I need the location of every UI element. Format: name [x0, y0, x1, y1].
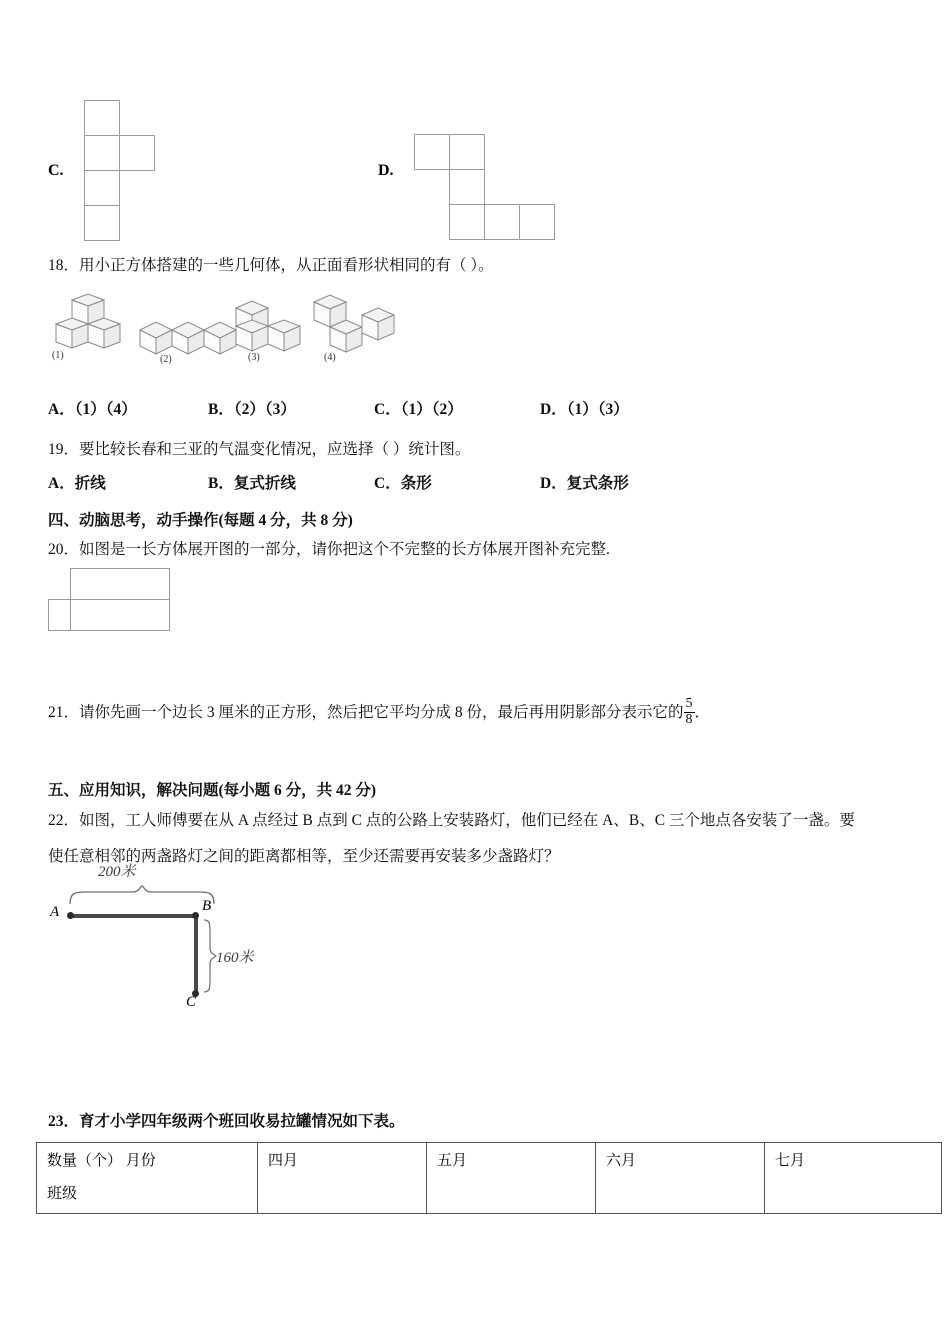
q23-line: [48, 1110, 405, 1135]
cube-figure-4-caption: (4): [324, 352, 336, 363]
q18-option-b-label: B．: [208, 401, 234, 418]
q18-option-b-text: （2）（3）: [233, 401, 296, 418]
q19-option-c-text: 条形: [400, 475, 432, 492]
net-cell: [519, 204, 555, 240]
q18-option-d-text: （1）（3）: [566, 401, 629, 418]
q22-number: 22．: [48, 812, 80, 829]
q22-stem-line1: 如图，工人师傅要在从 A 点经过 B 点到 C 点的公路上安装路灯，他们已经在 A、B、C 三个地点各安装了一盏。要: [79, 812, 855, 829]
q19-option-b-text: 复式折线: [233, 475, 296, 492]
q19-option-c-label: C．: [374, 475, 401, 492]
q18-option-a-text: （1）（4）: [74, 401, 137, 418]
cube-figure-1: [46, 292, 142, 362]
q23-number: 23．: [48, 1113, 80, 1130]
q19-option-b-label: B．: [208, 475, 234, 492]
fraction-numerator: 5: [685, 696, 693, 711]
q18-line: [48, 254, 494, 279]
q21-stem-part2: ．: [694, 703, 711, 721]
q22-line1: [48, 809, 855, 834]
q19-option-a: [48, 472, 106, 497]
option-d-net-figure: [414, 134, 564, 244]
point-a-label: A: [50, 904, 60, 920]
net-cell: [449, 134, 485, 170]
point-b-label: B: [202, 898, 212, 914]
q20-stem: 如图是一长方体展开图的一部分，请你把这个不完整的长方体展开图补充完整.: [79, 541, 610, 558]
cube-figure-3-svg: [222, 296, 318, 366]
net-cell: [70, 599, 170, 631]
label-200-meters: 200米: [98, 864, 136, 880]
q20-line: [48, 538, 610, 563]
q18-stem: 用小正方体搭建的一些几何体，从正面看形状相同的有（ ）。: [79, 257, 494, 274]
net-cell: [70, 568, 170, 600]
q19-option-b: [208, 472, 296, 497]
cube-figure-4-svg: [306, 290, 402, 366]
q18-option-c: [374, 398, 463, 423]
net-cell: [449, 169, 485, 205]
table-header-month-3: 六月: [596, 1143, 765, 1214]
q18-option-a-label: A．: [48, 401, 75, 418]
q22-stem-line2: 使任意相邻的两盏路灯之间的距离都相等，至少还需要再安装多少盏路灯？: [48, 848, 560, 865]
q20-number: 20．: [48, 541, 80, 558]
q18-option-c-label: C．: [374, 401, 401, 418]
option-c-label: C.: [48, 162, 64, 179]
q19-option-d: [540, 472, 629, 497]
recycle-table: [36, 1142, 942, 1214]
q21-line: [48, 698, 710, 728]
fraction-denominator: 8: [685, 711, 693, 727]
section-4-title: 四、动脑思考，动手操作(每题 4 分，共 8 分): [48, 512, 353, 529]
section-5-title: 五、应用知识，解决问题(每小题 6 分，共 42 分): [48, 782, 377, 799]
table-header-corner-line2: 班级: [47, 1186, 78, 1202]
q18-number: 18．: [48, 257, 80, 274]
cube-figure-3-caption: (3): [248, 352, 260, 363]
table-header-corner: [37, 1143, 258, 1214]
q21-stem-part1: 请你先画一个边长 3 厘米的正方形，然后把它平均分成 8 份，最后再用阴影部分表示它的: [79, 703, 684, 721]
table-header-month-1: 四月: [258, 1143, 427, 1214]
net-cell: [449, 204, 485, 240]
table-header-month-4: 七月: [765, 1143, 942, 1214]
option-c-label-wrap: [48, 162, 64, 180]
road-segment-ab: [70, 914, 198, 918]
q19-option-c: [374, 472, 432, 497]
q20-net-figure: [48, 568, 218, 644]
net-cell: [414, 134, 450, 170]
net-cell: [84, 100, 120, 136]
q18-option-a: [48, 398, 137, 423]
q19-stem: 要比较长春和三亚的气温变化情况，应选择（ ）统计图。: [79, 441, 471, 458]
net-cell: [84, 205, 120, 241]
point-b-dot: [192, 912, 199, 919]
table-row: [37, 1143, 942, 1214]
brace-ab: [68, 884, 218, 906]
net-cell: [484, 204, 520, 240]
q22-road-diagram: [44, 848, 304, 1008]
option-d-label-wrap: [378, 162, 394, 180]
q19-line: [48, 438, 470, 463]
q18-option-d-label: D．: [540, 401, 567, 418]
q21-fraction: [684, 697, 695, 727]
q19-number: 19．: [48, 441, 80, 458]
q19-option-d-text: 复式条形: [566, 475, 629, 492]
q23-stem: 育才小学四年级两个班回收易拉罐情况如下表。: [79, 1113, 405, 1130]
option-c-net-figure: [84, 100, 214, 240]
label-160-meters: 160米: [216, 950, 254, 966]
net-cell: [84, 170, 120, 206]
q19-option-d-label: D．: [540, 475, 567, 492]
road-segment-bc: [194, 914, 198, 994]
q19-option-a-text: 折线: [74, 475, 106, 492]
net-cell: [84, 135, 120, 171]
cube-figure-3: [222, 296, 318, 366]
point-a-dot: [67, 912, 74, 919]
cube-figure-4: [306, 290, 402, 366]
q18-option-b: [208, 398, 296, 423]
q21-number: 21．: [48, 703, 80, 721]
point-c-label: C: [186, 994, 197, 1010]
q18-option-d: [540, 398, 629, 423]
table-header-corner-line1: 数量（个） 月份: [47, 1153, 156, 1169]
q18-option-c-text: （1）（2）: [400, 401, 463, 418]
option-d-label: D.: [378, 162, 394, 179]
table-header-month-2: 五月: [427, 1143, 596, 1214]
cube-figure-1-caption: (1): [52, 350, 64, 361]
q19-option-a-label: A．: [48, 475, 75, 492]
cube-figure-2-caption: (2): [160, 354, 172, 365]
net-cell: [119, 135, 155, 171]
